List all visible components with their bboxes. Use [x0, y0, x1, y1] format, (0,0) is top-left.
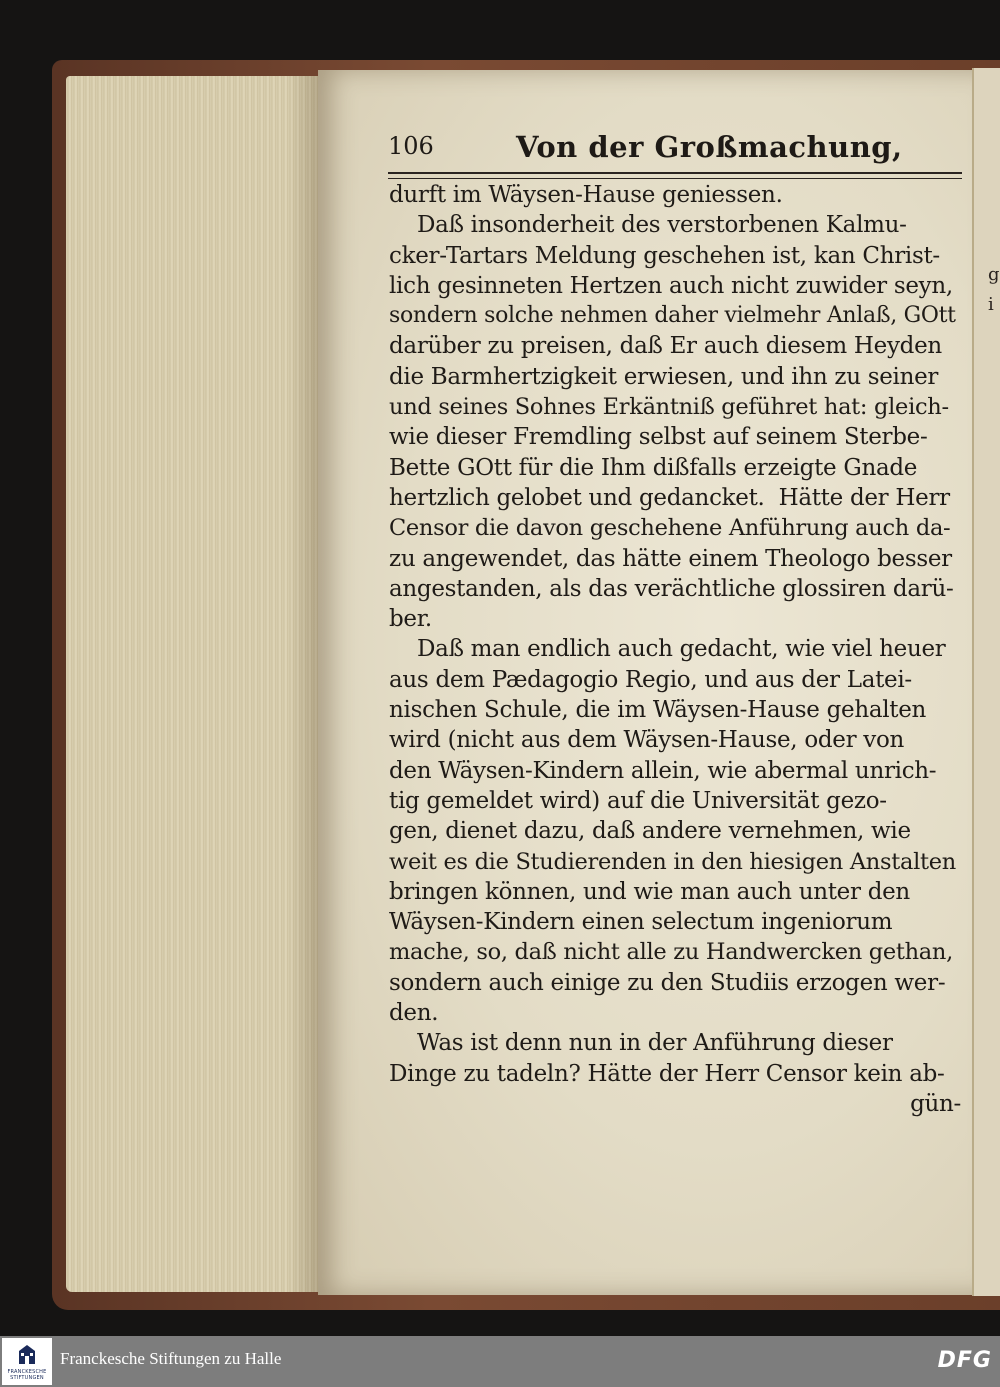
text-line: gen, dienet dazu, daß andere vernehmen, wie	[389, 818, 911, 845]
text-line: wird (nicht aus dem Wäysen-Hause, oder von	[389, 727, 905, 754]
body-text	[389, 180, 961, 1119]
text-line: und seines Sohnes Erkäntniß geführet hat: gleich-	[389, 394, 949, 421]
text-line: Dinge zu tadeln? Hätte der Herr Censor kein ab-	[389, 1060, 945, 1087]
logo-text-line: STIFTUNGEN	[10, 1375, 44, 1381]
text-line: sondern auch einige zu den Studiis erzogen wer-	[389, 969, 946, 996]
text-line: tig gemeldet wird) auf die Universität gezo-	[389, 787, 887, 814]
text-line: zu angewendet, das hätte einem Theologo besser	[389, 545, 952, 572]
next-page-fragment: g	[988, 264, 1000, 285]
text-line: den.	[389, 1000, 439, 1027]
text-line: bringen können, und wie man auch unter den	[389, 878, 910, 905]
next-page-fragment: i	[988, 294, 994, 315]
text-line: die Barmhertzigkeit erwiesen, und ihn zu seiner	[389, 363, 939, 390]
page-header	[388, 130, 966, 168]
text-line: Daß insonderheit des verstorbenen Kalmu-	[389, 212, 907, 239]
text-line: cker-Tartars Meldung geschehen ist, kan Christ-	[389, 242, 940, 269]
text-line: Daß man endlich auch gedacht, wie viel heuer	[389, 636, 946, 663]
header-rule	[388, 172, 962, 179]
text-line: wie dieser Fremdling selbst auf seinem Sterbe-	[389, 424, 928, 451]
catchword: gün-	[910, 1090, 961, 1117]
logo-text	[2, 1369, 52, 1381]
text-line: sondern solche nehmen daher vielmehr Anlaß, GOtt	[389, 303, 956, 329]
logo-text-line: FRANCKESCHE	[7, 1369, 47, 1375]
text-line: den Wäysen-Kindern allein, wie abermal unrich-	[389, 757, 937, 784]
text-line: Bette GOtt für die Ihm dißfalls erzeigte Gnade	[389, 454, 918, 481]
stiftung-emblem-icon	[17, 1344, 37, 1366]
text-line: mache, so, daß nicht alle zu Handwercken gethan,	[389, 939, 953, 966]
text-line: Wäysen-Kindern einen selectum ingeniorum	[389, 909, 893, 936]
dfg-logo[interactable]: DFG	[937, 1348, 992, 1373]
running-title: Von der Großmachung,	[516, 130, 903, 164]
text-line: angestanden, als das verächtliche glossiren darü-	[389, 575, 954, 602]
footer-title[interactable]: Franckesche Stiftungen zu Halle	[60, 1349, 282, 1368]
text-line: lich gesinneten Hertzen auch nicht zuwider seyn,	[389, 272, 953, 299]
text-line: darüber zu preisen, daß Er auch diesem Heyden	[389, 333, 942, 360]
text-line: ber.	[389, 606, 432, 633]
page-number: 106	[388, 132, 434, 160]
text-line: durft im Wäysen-Hause geniessen.	[389, 182, 783, 208]
institution-logo[interactable]	[2, 1338, 52, 1385]
text-line: aus dem Pædagogio Regio, und aus der Latei-	[389, 666, 912, 693]
next-page-edge	[972, 68, 1000, 1296]
page-edges	[66, 76, 328, 1292]
text-line: hertzlich gelobet und gedancket. Hätte der Herr	[389, 484, 950, 511]
text-line: Censor die davon geschehene Anführung auch da-	[389, 515, 951, 542]
text-line: Was ist denn nun in der Anführung dieser	[389, 1030, 893, 1057]
text-line: weit es die Studierenden in den hiesigen Anstalten	[389, 848, 956, 875]
footer-bar	[0, 1336, 1000, 1387]
text-line: nischen Schule, die im Wäysen-Hause gehalten	[389, 697, 927, 724]
